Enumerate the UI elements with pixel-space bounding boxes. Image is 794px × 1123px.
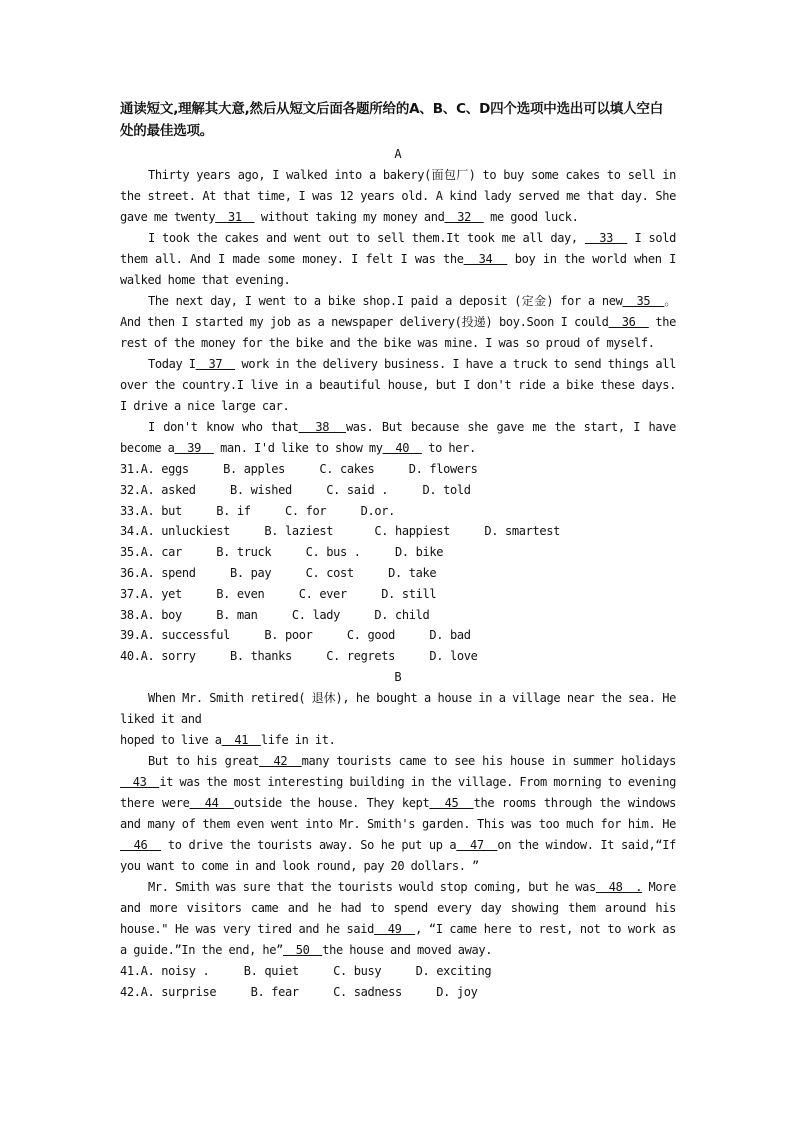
text: I sold them all. And I made some money. I felt I was the <box>120 231 677 266</box>
blank-33: 33 <box>584 231 628 245</box>
text: man. I'd like to show my <box>213 441 383 455</box>
text: the house and moved away. <box>322 942 493 957</box>
blank-47: 47 <box>456 837 498 852</box>
blank-32: 32 <box>444 210 484 224</box>
question-41: 41.A. noisy . B. quiet C. busy D. exciting <box>120 963 492 978</box>
text: 。 And then I started my job as a newspaper delivery(投递) boy.Soon I could <box>120 294 676 329</box>
text: Today I <box>148 357 196 371</box>
passage-b-paragraph-1-continued <box>120 730 676 751</box>
question-39: 39.A. successful B. poor C. good D. bad <box>120 628 471 643</box>
text: work in the delivery business. I have a truck to send things all over the country.I live in a beautiful house, but I don't ride a bike these days. I drive a nice large car. <box>120 357 676 413</box>
question-42: 42.A. surprise B. fear C. sadness D. joy <box>120 984 478 999</box>
blank-42: 42 <box>259 753 302 768</box>
passage-a-paragraph-4 <box>120 354 676 417</box>
question-31: 31.A. eggs B. apples C. cakes D. flowers <box>120 462 478 476</box>
blank-40: 40 <box>382 441 422 455</box>
text: Mr. Smith was sure that the tourists would stop coming, but he was <box>148 879 596 894</box>
text: without taking my money and <box>254 210 445 224</box>
text: I don't know who that <box>148 420 299 434</box>
blank-46: 46 <box>120 837 162 852</box>
blank-50: 50 <box>283 942 323 957</box>
text: hoped to live a <box>120 732 222 747</box>
text: boy in the world when I walked home that evening. <box>120 252 676 287</box>
passage-b-paragraph-2 <box>120 751 676 877</box>
text: The next day, I went to a bike shop.I paid a deposit (定金) for a new <box>148 294 623 308</box>
blank-39: 39 <box>174 441 214 455</box>
blank-45: 45 <box>429 795 474 810</box>
passage-a-paragraph-3 <box>120 291 676 354</box>
passage-a-paragraph-2 <box>120 228 676 291</box>
blank-36: 36 <box>608 315 649 329</box>
passage-a-paragraph-1 <box>120 165 676 228</box>
text: it was the most interesting building in the village. From morning to evening there were <box>120 774 676 810</box>
text: But to his great <box>148 753 260 768</box>
text: me good luck. <box>483 210 579 224</box>
section-a <box>120 144 676 667</box>
instructions: 通读短文,理解其大意,然后从短文后面各题所给的A、B、C、D四个选项中选出可以填人空白处的最佳选项。 <box>120 101 664 139</box>
blank-43: 43 <box>120 774 160 789</box>
question-35: 35.A. car B. truck C. bus . D. bike <box>120 545 444 560</box>
question-38: 38.A. boy B. man C. lady D. child <box>120 607 430 622</box>
question-34: 34.A. unluckiest B. laziest C. happiest D. smartest <box>120 524 560 539</box>
section-b <box>120 667 676 1003</box>
text: Thirty years ago, I walked into a bakery(面包厂) to buy some cakes to sell in the street. At that time, I was 12 years old. A kind lady served me that day. She gave me twenty <box>120 168 676 224</box>
text: the rest of the money for the bike and the bike was mine. I was so proud of myself. <box>120 315 677 350</box>
passage-a-paragraph-5 <box>120 417 676 459</box>
question-list-b <box>120 961 676 1003</box>
blank-41: 41 <box>221 732 261 747</box>
passage-b-paragraph-1 <box>120 688 676 730</box>
blank-38: 38 <box>298 420 346 434</box>
question-36: 36.A. spend B. pay C. cost D. take <box>120 565 437 580</box>
question-33: 33.A. but B. if C. for D.or. <box>120 503 395 518</box>
text: was. But because she gave me the start, I have become a <box>120 420 677 455</box>
text: many tourists came to see his house in summer holidays <box>301 753 677 768</box>
text: the rooms through the windows and many of them even went into Mr. Smith's garden. This was too much for him. He <box>120 795 677 831</box>
section-a-label: A <box>394 147 402 161</box>
text: More and more visitors came and he had to spend every day showing them around his house." He was very tired and he said <box>120 879 676 936</box>
text: to drive the tourists away. So he put up a <box>161 837 457 852</box>
question-list-a <box>120 459 676 667</box>
blank-44: 44 <box>189 795 234 810</box>
question-37: 37.A. yet B. even C. ever D. still <box>120 586 437 601</box>
question-32: 32.A. asked B. wished C. said . D. told <box>120 482 471 497</box>
blank-31: 31 <box>215 210 255 224</box>
text: life in it. <box>260 732 336 747</box>
text: When Mr. Smith retired( 退休), he bought a house in a village near the sea. He liked it and <box>120 690 676 726</box>
section-b-label: B <box>394 669 402 684</box>
blank-49: 49 <box>374 921 416 936</box>
blank-34: 34 <box>463 252 508 266</box>
text: , “I came here to rest, not to work as a guide.”In the end, he” <box>120 921 676 957</box>
question-40: 40.A. sorry B. thanks C. regrets D. love <box>120 649 478 664</box>
text: on the window. It said,“If you want to come in and look round, pay 20 dollars. ” <box>120 837 676 873</box>
text: I took the cakes and went out to sell them.It took me all day, <box>148 231 585 245</box>
text: outside the house. They kept <box>233 795 430 810</box>
passage-b-paragraph-3 <box>120 877 676 961</box>
blank-48: 48 . <box>595 879 643 894</box>
blank-37: 37 <box>195 357 236 371</box>
blank-35: 35 <box>622 294 665 308</box>
text: to her. <box>421 441 476 455</box>
exam-page <box>120 98 676 1003</box>
